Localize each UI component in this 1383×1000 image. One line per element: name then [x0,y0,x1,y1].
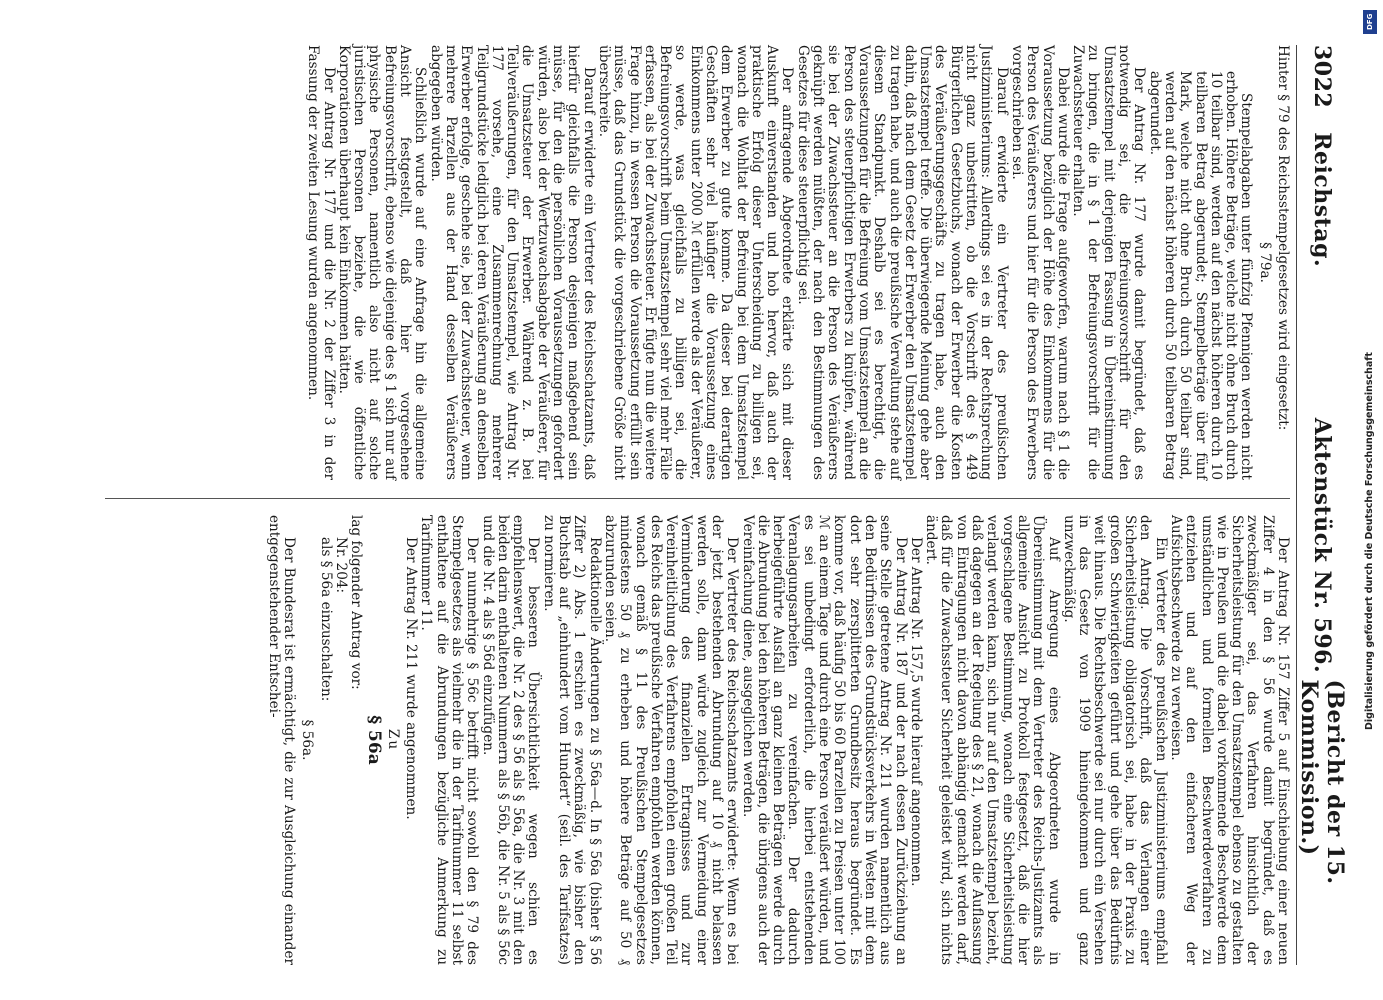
motion-number: Nr. 204: [332,537,349,594]
column-divider [105,498,1290,499]
paragraph: Der Bundesrat ist ermächtigt, die zur Ausgleichung einander entgegenstehender Entschei- [265,515,297,965]
section-heading-large: § 56a [364,715,385,765]
paragraph: Hinter § 79 des Reichsstempelgesetzes wird eingesetzt: [1275,45,1291,431]
paragraph: Der anfragende Abgeordnete erklärte sich mit dieser Auskunft einverstanden und hob hervor, daß auch der praktische Erfolg dieser Unterscheidung zu billigen sei, wonach die Wohltat der Befreiung bei dem Umsatzstempel dem Erwerber zu gute komme. Da dieser bei derartigen Geschäften sehr viel häufiger die Voraussetzung eines Einkommens unter 2000 ℳ erfüllen werde als der Veräußerer, so werde, was gleichfalls zu billigen sei, die Befreiungsvorschrift beim Umsatzstempel sehr viel mehr Fälle erfassen, als bei der Zuwachssteuer. Er fügte nun die weitere Frage hinzu, in wessen Person die Voraussetzung erfüllt sein müsse, daß das Grundstück die vorgeschriebene Größe nicht überschreite. [595,45,796,480]
paragraph: Schließlich wurde auf eine Anfrage hin die allgemeine Ansicht festgestellt, daß hier vorgesehene Befreiungsvorschrift, ebenso wie diejenige des § 1 sich nur auf physische Personen, namentlich also nicht auf solche juristischen Personen beziehe, die wie öffentliche Korporationen überhaupt kein Einkommen hätten. [335,45,429,480]
paragraph: Der Antrag Nr. 157,5 wurde hierauf angenommen. [907,537,924,887]
paragraph: Der Antrag Nr. 187 und der nach dessen Zurückziehung an seine Stelle getretene Antrag Nr. 211 wurden namentlich aus den Bedürfnissen des Grundstücksverkehrs in Westen mit dem dort sehr zersplitterten Grundbesitz heraus begründet. Es komme vor, daß häufig 50 bis 60 Parzellen zu Preisen unter 100 ℳ an einem Tage und durch eine Person veräußert würden, und es sei unbedingt erforderlich, die hierbei entstehenden Veranlagungsarbeiten zu vereinfachen. Der dadurch herbeigeführte Ausfall an ganz kleinen Beträgen werde durch die Abrundung bei den höheren Beträgen, die übrigens auch der Vereinfachung diene, ausgeglichen werden. [739,515,909,965]
section-heading: § 56a. [299,719,316,761]
header-title: Reichstag. [1309,132,1335,268]
digitization-text: Digitalisierung gefördert durch die Deutsche Forschungsgemeinschaft [1364,352,1375,730]
paragraph: Der Vertreter des Reichsschatzamts erwiderte: Wenn es bei der jetzt bestehenden Abrundung auf 10 ₰ nicht belassen werden solle, dann würde zugleich zur Vermeidung einer Verminderung des finanziellen Ertragnisses und zur Vereinheitlichung des Verfahrens empfohlen einen großen Teil des Reichs das preußische Verfahren empfohlen werden können, wonach gemäß § 11 des Preußischen Stempelgesetzes mindestens 50 ₰ zu erheben und höhere Beträge auf 50 ₰ abzurunden seien. [601,515,741,965]
paragraph: Der Antrag Nr. 177 wurde damit begründet, daß es notwendig sei, die Befreiungsvorschrift für den Umsatzstempel mit derjenigen Fassung in Übereinstimmung zu bringen, die in § 1 der Befreiungsvorschrift für die Zuwachssteuer erhalten. [1070,45,1148,480]
quoted-provision: Stempelabgaben unter fünfzig Pfennigen werden nicht erhoben. Höhere Beträge, welche nicht ohne Bruch durch 10 teilbar sind, werden auf den nächst höheren durch 10 teilbaren Betrag abgerundet; Stempelbeträge über fünf Mark, welche nicht ohne Bruch durch 50 teilbar sind, werden auf den nächst höheren durch 50 teilbaren Betrag abgerundet. [1146,71,1255,480]
page-header [1296,45,1348,965]
paragraph: Der Antrag Nr. 177 und die Nr. 2 der Ziffer 3 in der Fassung der zweiten Lesung wurden angenommen. [305,45,337,480]
dfg-logo: DFG [1363,10,1377,34]
paragraph: als § 56a einzuschalten: [317,537,334,702]
column-first [305,45,1290,480]
paragraph: Dabei wurde die Frage aufgeworfen, warum nach § 1 die Voraussetzung bezüglich der Höhe des Einkommens für die Person des Veräußerers und hier für die Person des Erwerbers vorgeschrieben sei. [1008,45,1071,480]
paragraph: lag folgender Antrag vor: [348,515,365,690]
paragraph: Der Antrag Nr. 157 Ziffer 5 auf Einschiebung einer neuen Ziffer 4 in den § 56 wurde damit begründet, daß es zweckmäßiger sei, das Verfahren hinsichtlich der Sicherheitsleistung für den Umsatzstempel ebenso zu gestalten wie in Preußen und die dabei vorkommende Beschwerde dem umständlichen und formellen Beschwerdeverfahren zu entziehen und auf den einfacheren Weg der Aufsichtsbeschwerde zu verweisen. [1167,515,1291,965]
paragraph: Auf Anregung eines Abgeordneten wurde in Übereinstimmung mit dem Vertreter des Reichs-Justizamts als allgemeine Ansicht zu Protokoll festgesetzt, daß die hier vorgeschlagene Bestimmung, wonach eine Sicherheitsleistung verlangt werden kann, sich nur auf den Umsatzstempel bezieht, daß dagegen an der Regelung des § 21, wonach die Auflassung von Eintragungen nicht davon abhängig gemacht werden darf, daß für die Zuwachssteuer Sicherheit geleistet wird, sich nichts ändert. [923,515,1062,965]
column-second [265,515,1290,965]
section-heading: § 79a. [1256,242,1273,283]
paragraph: Darauf erwiderte ein Vertreter des preußischen Justizministeriums: Allerdings sei es in der Rechtsprechung nicht ganz unbestritten, ob die Vorschrift des § 449 Bürgerlichen Gesetzbuchs, wonach der Erwerber die Kosten des Veräußerungsgeschäfts zu tragen habe, auch den Umsatzstempel treffe. Die überwiegende Meinung gehe aber dahin, daß nach dem Gesetz der Erwerber den Umsatzstempel zu tragen habe, und auch die preußische Verwaltung stehe auf diesem Standpunkt. Deshalb sei es berechtigt, die Voraussetzungen für die Befreiung vom Umsatzstempel an die Person des steuerpflichtigen Erwerbers zu knüpfen, während sie bei der Zuwachssteuer an die Person des Veräußerers geknüpft werden müßten, der nach den Bestimmungen des Gesetzes für diese steuerpflichtig sei. [794,45,1010,480]
paragraph: Ein Vertreter des preußischen Justizministeriums empfahl den Antrag. Die Vorschrift, daß das Verlangen einer Sicherheitsleistung obligatorisch sei, habe in der Praxis zu großen Schwierigkeiten geführt und gehe über das Bedürfnis weit hinaus. Die Rechtsbeschwerde sei nur durch ein Versehen in das Gesetz von 1909 hineingekommen und ganz unzweckmäßig. [1060,515,1169,965]
zu-label: Zu [384,728,401,752]
paragraph: Der Antrag Nr. 211 wurde angenommen. [403,537,420,820]
page-number: 3022 [1309,45,1335,109]
digitization-note [1362,10,1378,730]
header-commission: (Bericht der 15. Kommission.) [1296,679,1348,885]
paragraph: Der nunmehrige § 56c betrifft nicht sowohl den § 79 des Stempelgesetzes als vielmehr die in der Tarifnummer 11 selbst enthaltene auf die Abrundungen bezügliche Anmerkung zu Tarifnummer 11. [418,515,481,965]
page-sheet [50,45,1348,965]
header-document: Aktenstück Nr. 596. [1309,417,1335,674]
paragraph: Redaktionelle Änderungen zu § 56a—d. In § 56a (bisher § 56 Ziffer 2) Abs. 1 erschien es zweckmäßig, wie bisher den Buchstab auf „einhundert vom Hundert“ (seil. des Tarifsatzes) zu normieren. [540,515,603,965]
paragraph: Darauf erwiderte ein Vertreter des Reichsschatzamts, daß hierfür gleichfalls die Person desjenigen maßgebend sein müsse, für den die persönlichen Voraussetzungen gefordert würden, also bei der Wertzuwachsabgabe der Veräußerer, für die Umsatzsteuer der Erwerber. Während z. B. bei Teilveräußerungen, für den Umsatzstempel, wie Antrag Nr. 177 vorsehe, eine Zusammenrechnung mehrerer Teilgrundstücke lediglich bei deren Veräußerung an denselben Erwerber erfolge, geschehe sie, bei der Zuwachssteuer, wenn mehrere Parzellen aus der Hand desselben Veräußerers abgegeben würden. [427,45,597,480]
paragraph: Der besseren Übersichtlichkeit wegen schien es empfehlenswert, die Nr. 2 des § 56 als § 56a, die Nr. 3 mit den beiden darin enthaltenen Nummern als § 56b, die Nr. 5 als § 56c und die Nr. 4 als § 56d einzufügen. [479,515,542,965]
